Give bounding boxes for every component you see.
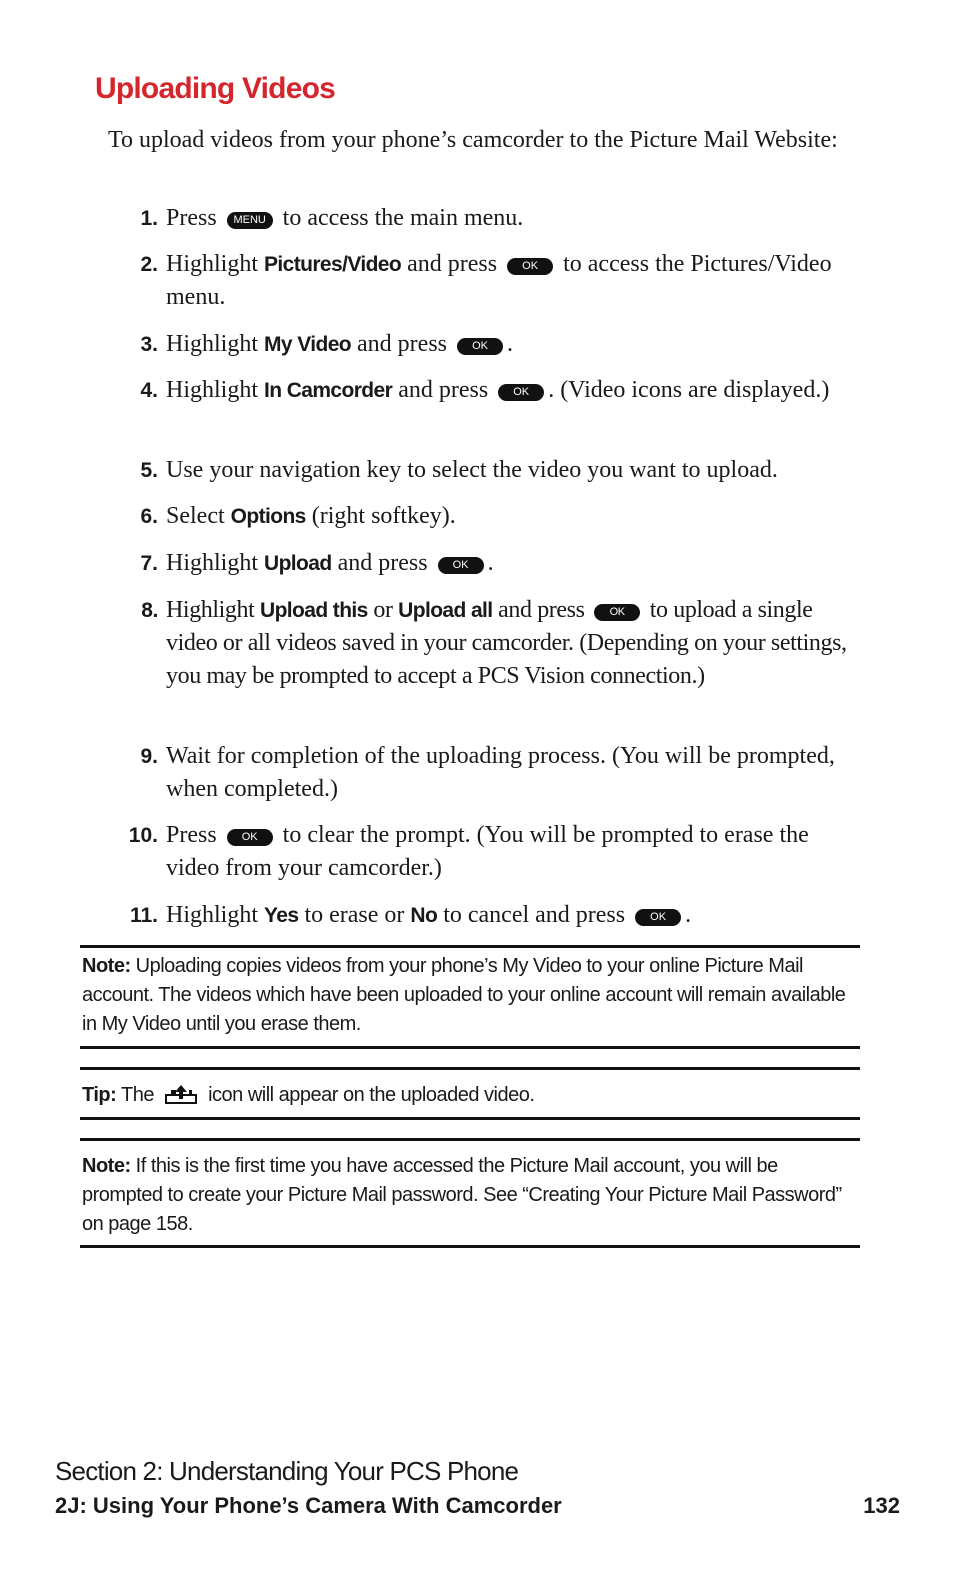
step-number: 2. [140,253,158,276]
step-10 [112,819,862,885]
menu-item-label: Upload [264,552,332,575]
step-text: or [373,597,393,623]
note-label: Note: [82,1155,131,1177]
step-number: 1. [140,207,158,230]
step-text: Select [166,503,225,529]
step-text: to erase or [304,902,405,928]
step-number: 4. [140,379,158,402]
footer-chapter-title: 2J: Using Your Phone’s Camera With Camcorder [55,1493,562,1518]
note-text: If this is the first time you have accessed the Picture Mail account, you will be prompted to create your Picture Mail password. See “Creating Your Picture Mail Password” on page 158. [82,1155,842,1235]
intro-paragraph: To upload videos from your phone’s camcorder to the Picture Mail Website: [108,127,838,153]
step-text: (right softkey). [311,503,456,529]
divider [80,1067,860,1070]
menu-item-label: In Camcorder [264,379,393,402]
step-text: and press [398,377,489,403]
step-number: 5. [140,459,158,482]
tip-text: icon will appear on the uploaded video. [208,1084,535,1106]
step-2 [112,248,862,314]
option-label: No [410,904,438,927]
step-number: 3. [140,333,158,356]
step-1 [112,202,862,235]
step-8 [112,594,862,693]
divider [80,1046,860,1049]
step-text: Highlight [166,331,259,357]
note-box [82,1152,862,1239]
step-text: Highlight [166,902,259,928]
menu-item-label: Upload all [398,599,493,622]
page-number: 132 [863,1493,900,1518]
ok-key-icon: OK [227,829,273,846]
menu-item-label: Upload this [260,599,368,622]
divider [80,1117,860,1120]
step-text: Highlight [166,597,255,623]
step-text: Highlight [166,550,259,576]
note-label: Note: [82,955,131,977]
ok-key-icon: OK [594,604,640,621]
step-3 [112,328,862,361]
step-number: 9. [140,745,158,768]
menu-item-label: Options [230,505,306,528]
step-text: and press [407,251,498,277]
step-text: . [685,902,692,928]
step-text: . [507,331,514,357]
step-text: Use your navigation key to select the video you want to upload. [166,457,778,483]
step-text: . [487,550,494,576]
ok-key-icon: OK [507,258,553,275]
divider [80,1138,860,1141]
menu-key-icon: MENU [227,212,273,229]
divider [80,945,860,948]
step-9 [112,740,862,806]
step-text: and press [498,597,585,623]
step-text: to access the main menu. [282,205,524,231]
tip-text: The [121,1084,154,1106]
note-text: Uploading copies videos from your phone’s My Video to your online Picture Mail account. The videos which have been uploaded to your online account will remain available in My Video until you erase them. [82,955,846,1035]
ok-key-icon: OK [498,384,544,401]
step-4 [112,374,862,407]
option-label: Yes [264,904,299,927]
step-number: 11. [129,904,158,927]
step-number: 10. [128,824,158,847]
tip-box [82,1081,862,1113]
ok-key-icon: OK [438,557,484,574]
ok-key-icon: OK [457,338,503,355]
step-number: 6. [140,505,158,528]
footer-section-title: Section 2: Understanding Your PCS Phone [55,1456,519,1486]
step-text: Press [166,822,217,848]
divider [80,1245,860,1248]
step-text: Wait for completion of the uploading process. (You will be prompted, when completed.) [166,743,835,802]
ok-key-icon: OK [635,909,681,926]
step-number: 8. [141,599,158,622]
step-7 [112,547,862,580]
step-text: to cancel and press [443,902,626,928]
step-6 [112,500,862,533]
page-heading: Uploading Videos [95,72,336,105]
step-text: Press [166,205,217,231]
step-text: to access the Pictures/Video menu. [166,251,832,310]
step-text: to upload a single video or all videos saved in your camcorder. (Depending on your settings, you may be prompted to accept a PCS Vision connection.) [166,597,847,689]
step-text: to clear the prompt. (You will be prompted to erase the video from your camcorder.) [166,822,809,881]
step-11 [112,899,862,932]
note-box [82,952,862,1039]
step-number: 7. [140,552,158,575]
menu-item-label: Pictures/Video [264,253,402,276]
step-text: and press [337,550,428,576]
tip-label: Tip: [82,1084,117,1106]
step-5 [112,454,862,487]
step-text: . (Video icons are displayed.) [548,377,830,403]
picture-mail-upload-icon [165,1084,197,1113]
step-text: Highlight [166,251,259,277]
menu-item-label: My Video [264,333,352,356]
step-text: Highlight [166,377,259,403]
step-text: and press [357,331,448,357]
